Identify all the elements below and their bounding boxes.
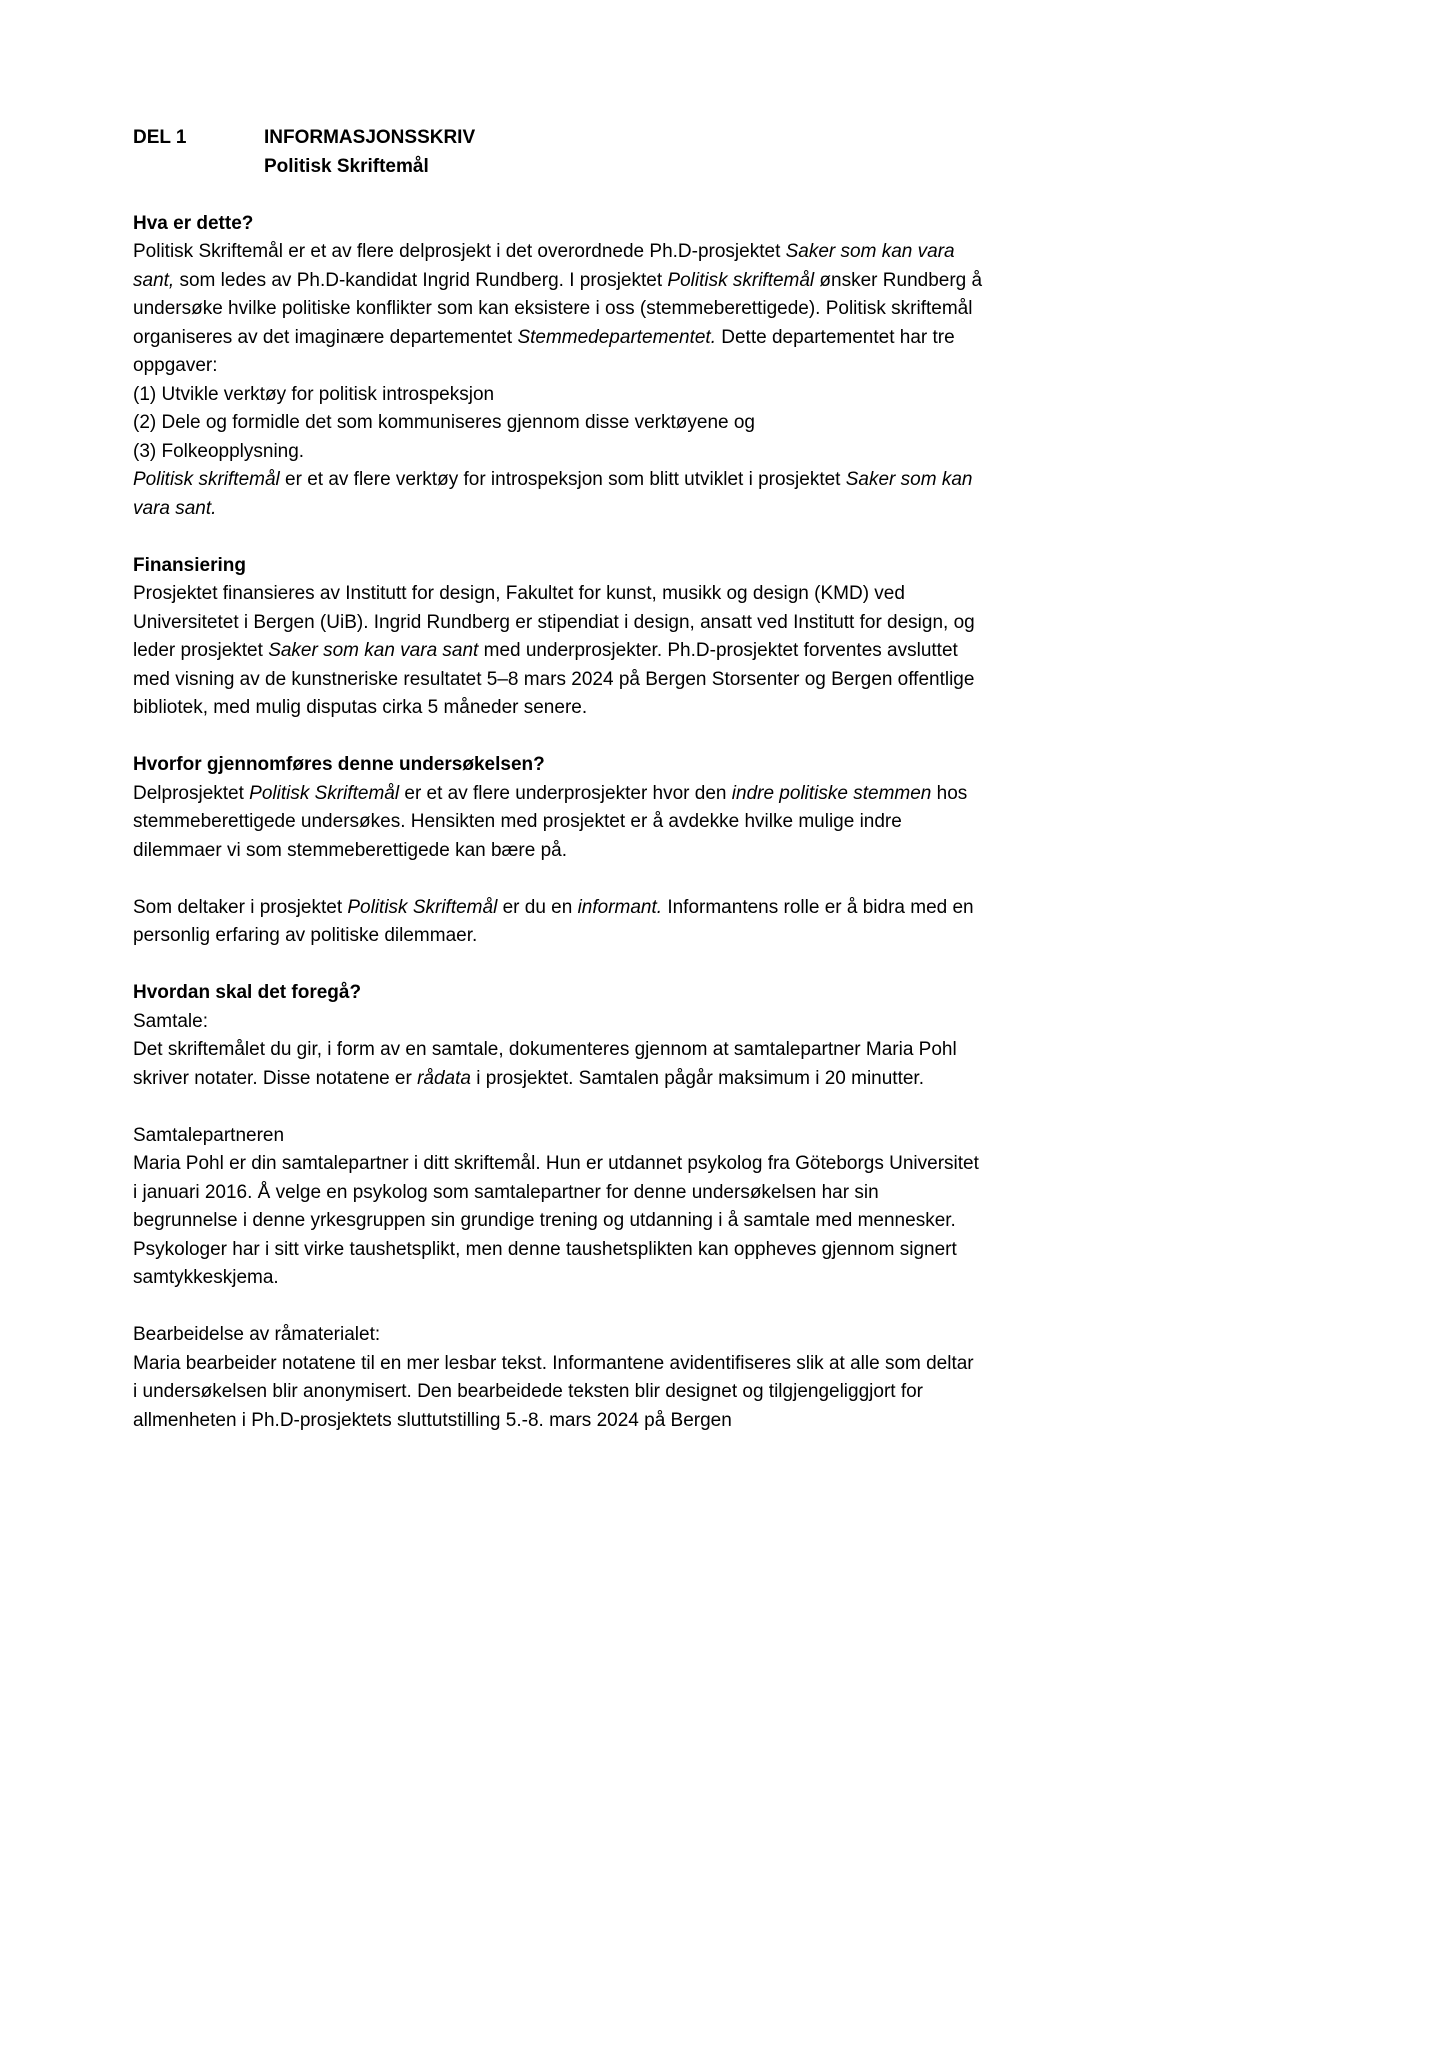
sub-label: Bearbeidelse av råmaterialet:	[133, 1324, 381, 1345]
paragraph: Politisk Skriftemål er et av flere delprosjekt i det overordnede Ph.D-prosjektet Saker som kan vara sant, som ledes av Ph.D-kandidat Ingrid Rundberg. I prosjektet Politisk skriftemål ønsker Rundberg å undersøke hvilke politiske konflikter som kan eksistere i oss (stemmeberettigede). Politisk skriftemål organiseres av det imaginære departementet Stemmedepartementet. Dette departementet har tre oppgaver:	[133, 241, 983, 376]
list-item: (2) Dele og formidle det som kommuniseres gjennom disse verktøyene og	[133, 412, 755, 433]
section-heading: Hvordan skal det foregå?	[133, 982, 362, 1003]
section-heading: Hvorfor gjennomføres denne undersøkelsen?	[133, 754, 545, 775]
section-hvordan-skal-det-forega	[133, 979, 983, 1435]
paragraph: Prosjektet finansieres av Institutt for design, Fakultet for kunst, musikk og design (KMD) ved Universitetet i Bergen (UiB). Ingrid Rundberg er stipendiat i design, ansatt ved Institutt for design, og leder prosjektet Saker som kan vara sant med underprosjekter. Ph.D-prosjektet forventes avsluttet med visning av de kunstneriske resultatet 5–8 mars 2024 på Bergen Storsenter og Bergen offentlige bibliotek, med mulig disputas cirka 5 måneder senere.	[133, 583, 975, 718]
section-finansiering	[133, 552, 983, 723]
part-label: DEL 1	[133, 127, 187, 148]
list-item: (1) Utvikle verktøy for politisk introspeksjon	[133, 383, 495, 405]
document-content	[133, 124, 983, 1435]
section-hva-er-dette	[133, 210, 983, 524]
sub-label: Samtalepartneren	[133, 1124, 285, 1146]
document-subtitle-row	[133, 153, 983, 182]
section-heading: Finansiering	[133, 554, 246, 576]
section-hvorfor-gjennomfores	[133, 751, 983, 951]
paragraph: Det skriftemålet du gir, i form av en samtale, dokumenteres gjennom at samtalepartner Maria Pohl skriver notater. Disse notatene er rådata i prosjektet. Samtalen pågår maksimum i 20 minutter.	[133, 1039, 957, 1089]
document-header	[133, 124, 983, 181]
document-subtitle: Politisk Skriftemål	[264, 155, 429, 177]
list-item: (3) Folkeopplysning.	[133, 440, 305, 462]
title-indent	[133, 153, 264, 182]
paragraph: Delprosjektet Politisk Skriftemål er et av flere underprosjekter hvor den indre politiske stemmen hos stemmeberettigede undersøkes. Hensikten med prosjektet er å avdekke hvilke mulige indre dilemmaer vi som stemmeberettigede kan bære på.	[133, 782, 968, 861]
document-title-row	[133, 124, 983, 153]
sub-label: Samtale:	[133, 1010, 208, 1032]
document-title: INFORMASJONSSKRIV	[264, 127, 476, 148]
paragraph: Politisk skriftemål er et av flere verktøy for introspeksjon som blitt utviklet i prosjektet Saker som kan vara sant.	[133, 469, 973, 519]
section-heading: Hva er dette?	[133, 212, 254, 234]
paragraph: Maria bearbeider notatene til en mer lesbar tekst. Informantene avidentifiseres slik at alle som deltar i undersøkelsen blir anonymisert. Den bearbeidede teksten blir designet og tilgjengeliggjort for allmenheten i Ph.D-prosjektets sluttutstilling 5.-8. mars 2024 på Bergen	[133, 1352, 974, 1431]
paragraph: Som deltaker i prosjektet Politisk Skriftemål er du en informant. Informantens rolle er å bidra med en personlig erfaring av politiske dilemmaer.	[133, 896, 974, 946]
paragraph: Maria Pohl er din samtalepartner i ditt skriftemål. Hun er utdannet psykolog fra Göteborgs Universitet i januari 2016. Å velge en psykolog som samtalepartner for denne undersøkelsen har sin begrunnelse i denne yrkesgruppen sin grundige trening og utdanning i å samtale med mennesker. Psykologer har i sitt virke taushetsplikt, men denne taushetsplikten kan oppheves gjennom signert samtykkeskjema.	[133, 1153, 979, 1288]
